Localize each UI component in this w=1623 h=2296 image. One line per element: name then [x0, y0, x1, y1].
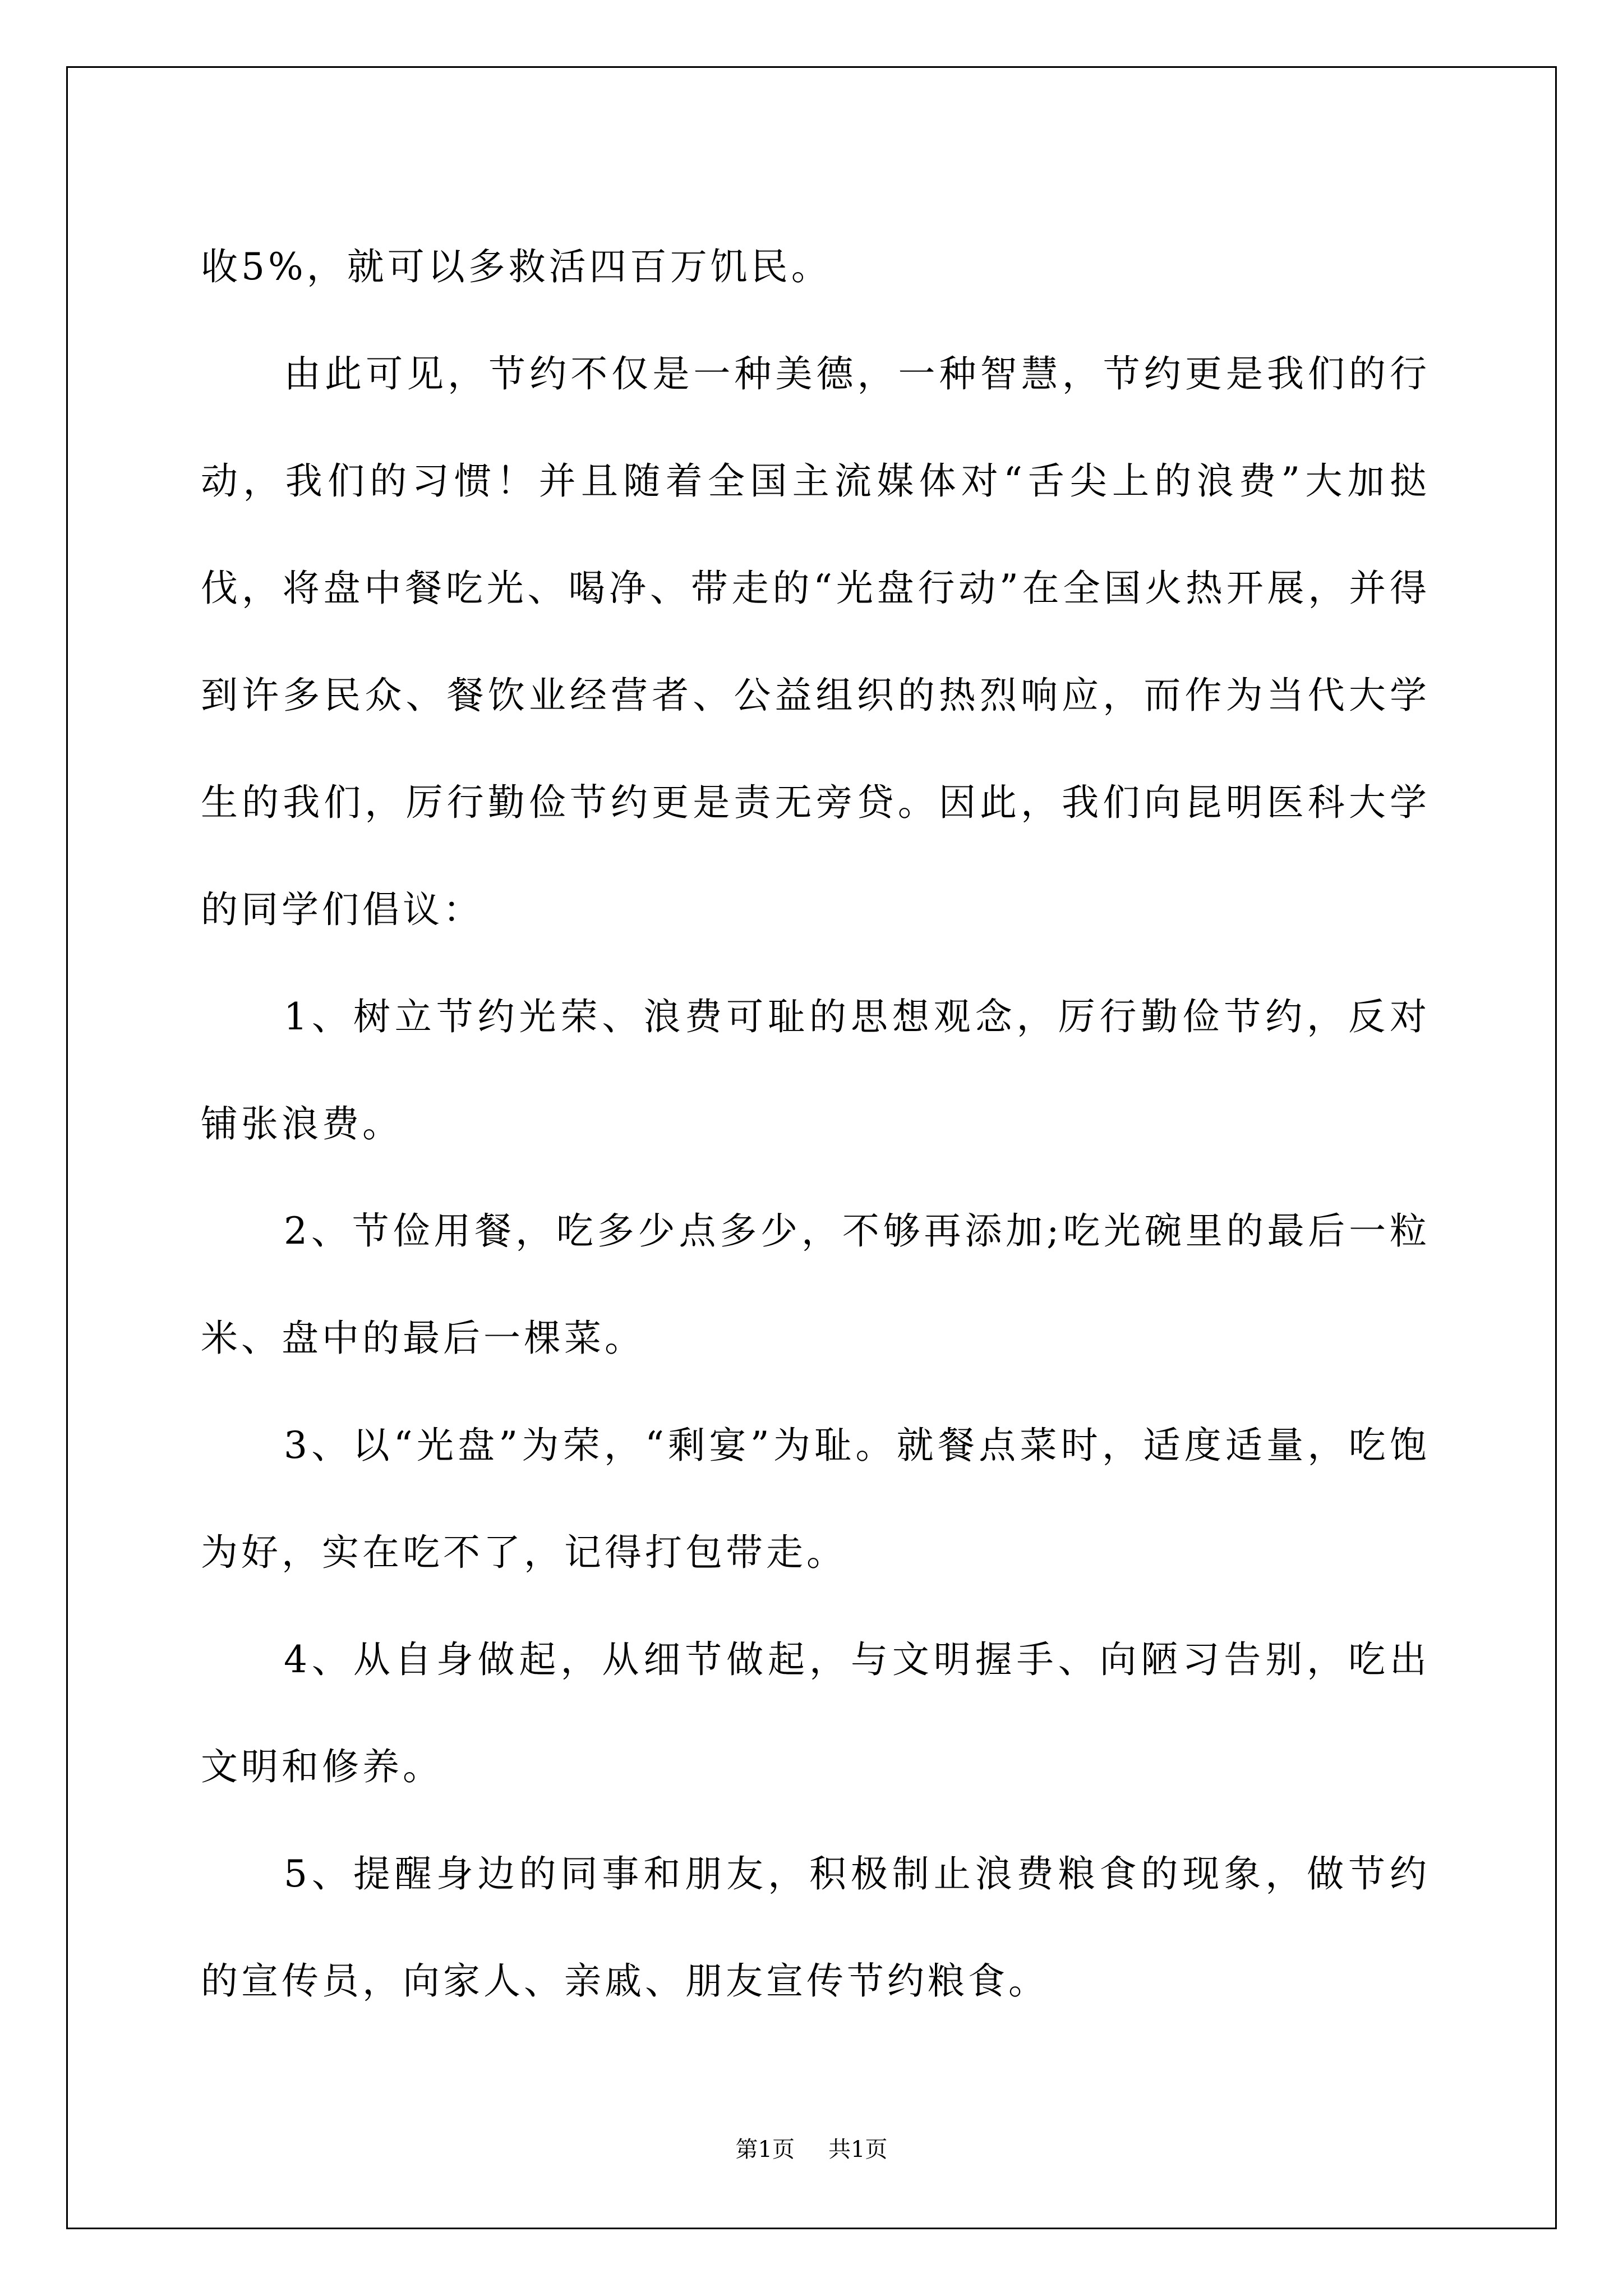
proposal-item-3: 3、以“光盘”为荣，“剩宴”为耻。就餐点菜时，适度适量，吃饱为好，实在吃不了，记得打包带走。 — [201, 1424, 1430, 1574]
proposal-item-5: 5、提醒身边的同事和朋友，积极制止浪费粮食的现象，做节约的宣传员，向家人、亲戚、朋友宣传节约粮食。 — [201, 1852, 1430, 2003]
paragraph-1: 收5%，就可以多救活四百万饥民。 — [201, 245, 832, 288]
proposal-item-1: 1、树立节约光荣、浪费可耻的思想观念，厉行勤俭节约，反对铺张浪费。 — [201, 995, 1430, 1145]
proposal-item-4: 4、从自身做起，从细节做起，与文明握手、向陋习告别，吃出文明和修养。 — [201, 1638, 1430, 1788]
paragraph-2: 由此可见，节约不仅是一种美德，一种智慧，节约更是我们的行动，我们的习惯！并且随着全国主流媒体对“舌尖上的浪费”大加挞伐，将盘中餐吃光、喝净、带走的“光盘行动”在全国火热开展，并得到许多民众、餐饮业经营者、公益组织的热烈响应，而作为当代大学生的我们，厉行勤俭节约更是责无旁贷。因此，我们向昆明医科大学的同学们倡议： — [201, 352, 1430, 931]
page-footer — [0, 2133, 1623, 2166]
proposal-item-2: 2、节俭用餐，吃多少点多少，不够再添加;吃光碗里的最后一粒米、盘中的最后一棵菜。 — [201, 1209, 1430, 1360]
document-body — [201, 213, 1430, 2035]
page-number-current: 第1页 — [735, 2137, 795, 2162]
page-number-total: 共1页 — [828, 2137, 888, 2162]
